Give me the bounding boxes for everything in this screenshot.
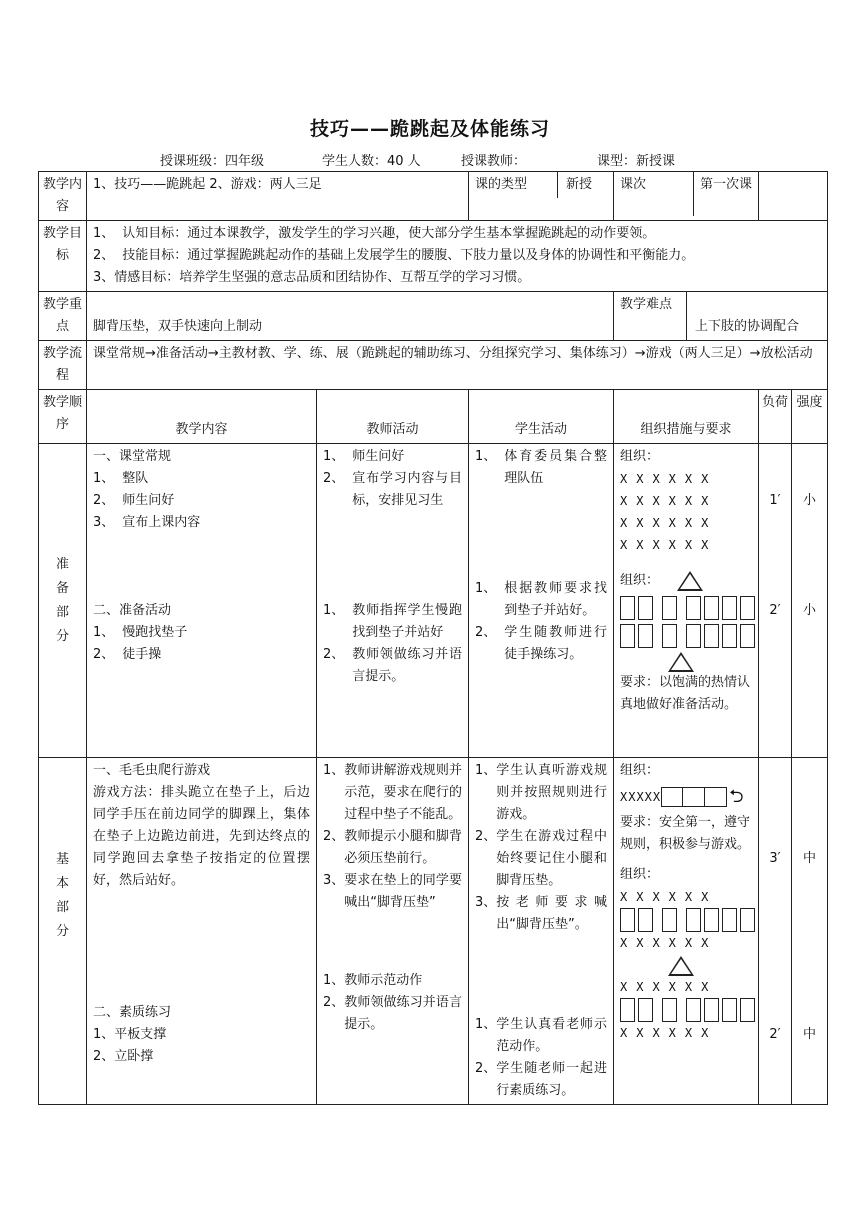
header-order: 教学顺序 — [39, 390, 87, 444]
header-content: 教学内容 — [87, 390, 317, 444]
label-difficulty: 教学难点 — [614, 292, 687, 340]
label-flow: 教学流程 — [39, 341, 87, 390]
teacher-triangle-icon — [668, 956, 694, 976]
student-formation-row: XXXXXX — [620, 890, 718, 904]
mat-row — [620, 998, 752, 1022]
basic-teacher: 1、 教师讲解游戏规则并示范，要求在爬行的过程中垫子不能乱。 2、 教师提示小腿和脚背必须压垫前行。 3、 要求在垫上的同学要喊出“脚背压垫” 1、 教师示范动作 2、 教师领做练习并语言提示。 — [317, 758, 469, 1105]
row-teaching-goals — [39, 221, 828, 292]
header-intensity: 强度 — [792, 390, 828, 444]
row-teaching-content — [39, 172, 828, 221]
label-period: 课次 — [614, 172, 694, 216]
goal-item: 3、 情感目标：培养学生坚强的意志品质和团结协作、互帮互学的学习习惯。 — [93, 270, 531, 285]
prep-content: 一、课堂常规 1、 整队 2、 师生问好 3、 宣布上课内容 二、准备活动 1、 慢跑找垫子 2、 徒手操 — [87, 444, 317, 758]
flow-text: 课堂常规→准备活动→主教材教、学、练、展（跪跳起的辅助练习、分组探究学习、集体练习）→游戏（两人三足）→放松活动 — [87, 341, 828, 390]
info-teacher: 授课教师： — [461, 154, 527, 169]
period-value: 第一次课 — [699, 177, 752, 192]
basic-content: 一、毛毛虫爬行游戏 游戏方法：排头跪立在垫子上，后边同学手压在前边同学的脚踝上，集体在垫子上边跪边前进，先到达终点的同学跑回去拿垫子按指定的位置摆好，然后站好。 二、素质练习 1、 平板支撑 2、 立卧撑 — [87, 758, 317, 1105]
goal-item: 2、 技能目标：通过掌握跪跳起动作的基础上发展学生的腰腹、下肢力量以及身体的协调性和平衡能力。 — [93, 248, 695, 263]
student-formation-row: XXXXXX — [620, 516, 718, 530]
info-students: 学生人数：40 人 — [322, 154, 421, 169]
label-key: 教学重点 — [39, 292, 87, 341]
row-key-points — [39, 292, 828, 341]
difficulty-text: 上下肢的协调配合 — [695, 319, 800, 334]
label-goals: 教学目标 — [39, 221, 87, 292]
student-formation-row: XXXXXX — [620, 494, 718, 508]
mat-row — [620, 908, 752, 932]
mat-row — [620, 596, 752, 620]
header-load: 负荷 — [759, 390, 792, 444]
student-formation-row: XXXXXX — [620, 538, 718, 552]
basic-student: 1、 学生认真听游戏规则并按照规则进行游戏。 2、 学生在游戏过程中始终要记住小腿和脚背压垫。 3、 按老师要求喊出“脚背压垫”。 1、 学生认真看老师示范动作。 2、 学生随老师一起进行素质练习。 — [469, 758, 614, 1105]
basic-org: 组织： XXXXX ⮌ 要求：安全第一，遵守规则，积极参与游戏。 组织： XXXXXX XXXXXX XXXXXX XXXXXX — [614, 758, 759, 1105]
student-formation-row: XXXXXX — [620, 472, 718, 486]
row-teaching-flow — [39, 341, 828, 390]
prep-org: 组织： XXXXXX XXXXXX XXXXXX XXXXXX 组织： 要求：以饱满的热情认真地做好准备活动。 — [614, 444, 759, 758]
label-type: 课的类型 — [469, 172, 558, 198]
student-formation-row: XXXXXX — [620, 1026, 718, 1040]
row-prep-section: 准 备 部 分 一、课堂常规 1、 整队 2、 师生问好 3、 宣布上课内容 二、准备活动 1、 慢跑找垫子 2、 徒手操 1、 师生问好 2、 宣布学习内容与目标，安排见习生 1、 教师指挥学生慢跑找到垫子并站好 2、 教师领做练习并语言提示。 1、 体育委员集合整理队伍 1、 根据教师要求找到垫子并站好。 2、 学生随教师进行徒手操练习。 组织： XXXXXX XXXXXX XXXXXX XXXXXX 组织： 要求：以饱满的热情认真地做好准备活动。 1′ 2′ 小 小 — [39, 444, 828, 758]
info-class: 授课班级：四年级 — [160, 154, 265, 169]
info-type: 课型：新授课 — [597, 154, 676, 169]
header-org: 组织措施与要求 — [614, 390, 759, 444]
row-header — [39, 390, 828, 444]
header-teacher: 教师活动 — [317, 390, 469, 444]
student-formation-row: XXXXXX — [620, 980, 718, 994]
student-formation-row: XXXXXX — [620, 936, 718, 950]
goal-item: 1、 认知目标：通过本课教学，激发学生的学习兴趣，使大部分学生基本掌握跪跳起的动作要领。 — [93, 226, 656, 241]
return-arrow-icon: ⮌ — [729, 786, 744, 807]
prep-student: 1、 体育委员集合整理队伍 1、 根据教师要求找到垫子并站好。 2、 学生随教师进行徒手操练习。 — [469, 444, 614, 758]
basic-label: 基 本 部 分 — [39, 758, 87, 1105]
row-basic-section: 基 本 部 分 一、毛毛虫爬行游戏 游戏方法：排头跪立在垫子上，后边同学手压在前边同学的脚踝上，集体在垫子上边跪边前进，先到达终点的同学跑回去拿垫子按指定的位置摆好，然后站好。 二、素质练习 1、 平板支撑 2、 立卧撑 1、 教师讲解游戏规则并示范，要求在爬行的过程中垫子不能乱。 2、 教师提示小腿和脚背必须压垫前行。 3、 要求在垫上的同学要喊出“脚背压垫” 1、 教师示范动作 2、 教师领做练习并语言提示。 1、 学生认真听游戏规则并按照规则进行游戏。 2、 学生在游戏过程中始终要记住小腿和脚背压垫。 3、 按老师要求喊出“脚背压垫”。 1、 学生认真看老师示范动作。 2、 学生随老师一起进行素质练习。 组织： XXXXX ⮌ 要求：安全第一，遵守规则，积极参与游戏。 组织： XXXXXX XXXXXX XXXXXX XXXXXX 3′ 2′ 中 中 — [39, 758, 828, 1105]
prep-teacher: 1、 师生问好 2、 宣布学习内容与目标，安排见习生 1、 教师指挥学生慢跑找到垫子并站好 2、 教师领做练习并语言提示。 — [317, 444, 469, 758]
lesson-plan-table — [38, 171, 828, 1105]
goals-list — [87, 221, 828, 292]
type-value: 新授 — [566, 177, 593, 192]
header-student: 学生活动 — [469, 390, 614, 444]
mat-row — [620, 624, 752, 648]
prep-label: 准 备 部 分 — [39, 444, 87, 758]
key-text: 脚背压垫，双手快速向上制动 — [87, 292, 614, 341]
caterpillar-diagram: XXXXX ⮌ — [620, 786, 744, 807]
content-text: 1、技巧——跪跳起 2、游戏：两人三足 — [87, 172, 469, 221]
teacher-triangle-icon — [668, 652, 694, 672]
page-title: 技巧——跪跳起及体能练习 — [309, 118, 550, 140]
teacher-triangle-icon — [677, 571, 703, 591]
label-content: 教学内容 — [39, 172, 87, 221]
